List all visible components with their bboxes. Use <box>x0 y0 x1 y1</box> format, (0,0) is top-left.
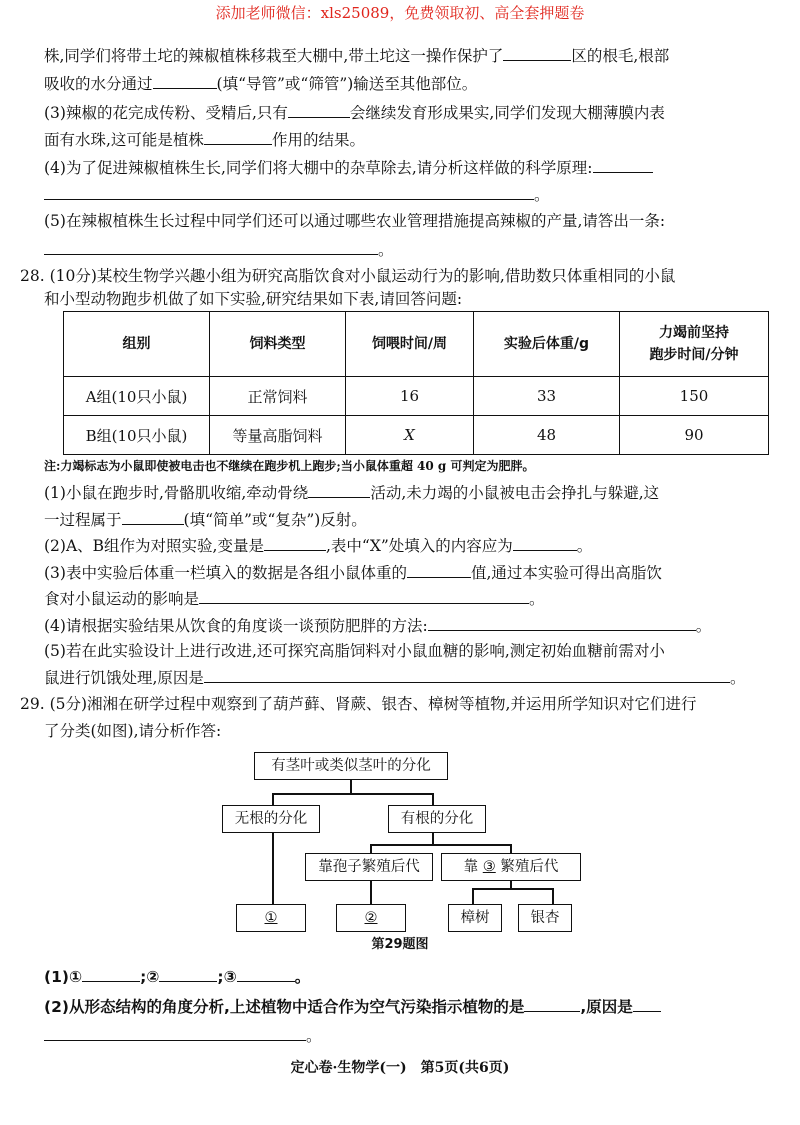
diagram-spore-box: 靠孢子繁殖后代 <box>305 853 433 881</box>
table-cell: 150 <box>620 377 769 416</box>
text: (填“简单”或“复杂”)反射。 <box>183 511 367 529</box>
table-cell: B组(10只小鼠) <box>64 416 210 455</box>
q27-line-8 <box>44 239 394 260</box>
diagram-leaf-1[interactable] <box>236 904 306 932</box>
answer-blank[interactable] <box>593 157 653 173</box>
answer-blank[interactable] <box>159 966 217 982</box>
answer-blank[interactable] <box>199 588 529 604</box>
header-part: 跑步时间/分钟 <box>649 347 739 363</box>
text: 鼠进行饥饿处理,原因是 <box>44 669 204 687</box>
text: 面有水珠,这可能是植株 <box>44 131 204 149</box>
q29-sub-1 <box>44 966 310 987</box>
blank-label: ② <box>364 910 378 926</box>
diagram-seed-box <box>441 853 581 881</box>
table-row <box>64 377 769 416</box>
text: ;② <box>140 968 160 986</box>
q28-sub-5-cont <box>44 667 745 688</box>
q28-sub-3-cont <box>44 588 545 609</box>
text: ;③ <box>217 968 237 986</box>
q28-sub-4 <box>44 615 711 636</box>
connector <box>370 879 372 905</box>
text: (5)在辣椒植株生长过程中同学们还可以通过哪些农业管理措施提高辣椒的产量,请答出一条: <box>44 212 666 230</box>
table-cell: 正常饲料 <box>210 377 346 416</box>
text: (10分)某校生物学兴趣小组为研究高脂饮食对小鼠运动行为的影响,借助数只体重相同的小鼠 <box>49 267 676 285</box>
connector <box>350 780 352 794</box>
figure-caption: 第29题图 <box>371 937 429 952</box>
connector <box>472 888 474 905</box>
answer-blank[interactable] <box>44 239 378 255</box>
connector <box>272 832 274 905</box>
text: (5)若在此实验设计上进行改进,还可探究高脂饲料对小鼠血糖的影响,测定初始血糖前需对小 <box>44 642 665 660</box>
diagram-root-box: 有茎叶或类似茎叶的分化 <box>254 752 448 780</box>
table-header: 组别 <box>64 312 210 377</box>
text: 。 <box>576 537 593 555</box>
text: 。 <box>729 669 746 687</box>
q27-line-5 <box>44 157 653 178</box>
text: 。 <box>534 186 550 204</box>
diagram-no-root-box: 无根的分化 <box>222 805 320 833</box>
table-header: 实验后体重/g <box>474 312 620 377</box>
q27-line-4 <box>44 129 365 150</box>
table-header <box>620 312 769 377</box>
text: (3)表中实验后体重一栏填入的数据是各组小鼠体重的 <box>44 564 407 582</box>
answer-blank[interactable] <box>633 996 661 1012</box>
answer-blank[interactable] <box>204 129 272 145</box>
text: ,原因是 <box>580 998 633 1016</box>
text: 靠 <box>463 859 479 875</box>
text: ,表中“X”处填入的内容应为 <box>325 537 513 555</box>
table-row <box>64 416 769 455</box>
answer-blank[interactable] <box>237 966 295 982</box>
question-number: 29. <box>20 695 45 713</box>
text: (2)A、B组作为对照实验,变量是 <box>44 537 264 555</box>
text: (填“导管”或“筛管”)输送至其他部位。 <box>216 75 478 93</box>
diagram-leaf-2[interactable] <box>336 904 406 932</box>
text: 。 <box>378 241 394 259</box>
table-header: 饲喂时间/周 <box>346 312 474 377</box>
text: 。 <box>695 617 712 635</box>
text: 作用的结果。 <box>271 131 365 149</box>
q29-line-2 <box>44 721 221 741</box>
table-cell: 等量高脂饲料 <box>210 416 346 455</box>
text: (1)① <box>44 968 83 986</box>
header-part: 力竭前坚持 <box>659 325 729 341</box>
text: (4)请根据实验结果从饮食的角度谈一谈预防肥胖的方法: <box>44 617 428 635</box>
connector <box>552 888 554 905</box>
text: 。 <box>306 1027 322 1045</box>
connector <box>472 888 552 890</box>
diagram-ginkgo-box: 银杏 <box>518 904 572 932</box>
answer-blank[interactable] <box>428 615 696 631</box>
table-cell: 33 <box>474 377 620 416</box>
answer-blank[interactable] <box>82 966 140 982</box>
q27-line-1 <box>44 45 669 66</box>
answer-blank[interactable] <box>44 1025 306 1041</box>
answer-blank[interactable] <box>204 667 730 683</box>
q29-sub-2 <box>44 996 661 1017</box>
table-cell: A组(10只小鼠) <box>64 377 210 416</box>
q28-line-2 <box>44 289 462 309</box>
blank-label: ① <box>264 910 278 926</box>
page-footer: 定心卷·生物学(一) 第5页(共6页) <box>290 1060 510 1076</box>
table-header-row <box>64 312 769 377</box>
text: 食对小鼠运动的影响是 <box>44 590 200 608</box>
q27-line-2 <box>44 73 477 94</box>
q27-line-3 <box>44 102 665 123</box>
q28-line-1 <box>20 266 675 286</box>
table-cell: X <box>346 416 474 455</box>
diagram-has-root-box: 有根的分化 <box>388 805 486 833</box>
text: 区的根毛,根部 <box>571 47 670 65</box>
table-header: 饲料类型 <box>210 312 346 377</box>
q28-sub-3 <box>44 562 662 583</box>
text: 株,同学们将带土坨的辣椒植株移栽至大棚中,带土坨这一操作保护了 <box>44 47 504 65</box>
answer-blank[interactable] <box>513 535 577 551</box>
table-cell: 16 <box>346 377 474 416</box>
q28-sub-1-cont <box>44 509 367 530</box>
text: 一过程属于 <box>44 511 122 529</box>
experiment-table <box>63 311 769 455</box>
q29-line-1 <box>20 694 696 714</box>
text: 。 <box>294 968 311 986</box>
diagram-camphor-box: 樟树 <box>448 904 502 932</box>
text: 繁殖后代 <box>500 859 559 875</box>
q28-sub-5 <box>44 641 665 661</box>
text: (5分)湘湘在研学过程中观察到了葫芦藓、肾蕨、银杏、樟树等植物,并运用所学知识对它们进行 <box>49 695 697 713</box>
text: 活动,未力竭的小鼠被电击会挣扎与躲避,这 <box>370 484 660 502</box>
q29-sub-2-cont <box>44 1025 322 1046</box>
table-note: 注:力竭标志为小鼠即使被电击也不继续在跑步机上跑步;当小鼠体重超 40 g 可判定为肥胖。 <box>44 459 535 473</box>
promo-banner: 添加老师微信：xls25089，免费领取初、高全套押题卷 <box>215 4 585 22</box>
answer-blank[interactable] <box>44 184 534 200</box>
answer-blank[interactable] <box>153 73 217 89</box>
text: (2)从形态结构的角度分析,上述植物中适合作为空气污染指示植物的是 <box>44 998 525 1016</box>
text: 会继续发育形成果实,同学们发现大棚薄膜内表 <box>349 104 665 122</box>
text: (3)辣椒的花完成传粉、受精后,只有 <box>44 104 288 122</box>
answer-blank[interactable] <box>308 482 370 498</box>
answer-blank[interactable] <box>524 996 580 1012</box>
text: 。 <box>529 590 545 608</box>
text: 和小型动物跑步机做了如下实验,研究结果如下表,请回答问题: <box>44 290 463 308</box>
text: 值,通过本实验可得出高脂饮 <box>470 564 662 582</box>
answer-blank[interactable] <box>407 562 471 578</box>
table-cell: 90 <box>620 416 769 455</box>
q27-line-6 <box>44 184 550 205</box>
connector <box>370 844 510 846</box>
blank-label[interactable]: ③ <box>482 859 496 875</box>
answer-blank[interactable] <box>503 45 571 61</box>
q28-sub-1 <box>44 482 659 503</box>
text: (1)小鼠在跑步时,骨骼肌收缩,牵动骨绕 <box>44 484 309 502</box>
answer-blank[interactable] <box>264 535 326 551</box>
text: (4)为了促进辣椒植株生长,同学们将大棚中的杂草除去,请分析这样做的科学原理: <box>44 159 593 177</box>
q27-line-7 <box>44 211 665 231</box>
q28-sub-2 <box>44 535 592 556</box>
table-cell: 48 <box>474 416 620 455</box>
connector <box>272 793 432 795</box>
text: 了分类(如图),请分析作答: <box>44 722 222 740</box>
text: 吸收的水分通过 <box>44 75 153 93</box>
question-number: 28. <box>20 267 45 285</box>
answer-blank[interactable] <box>288 102 350 118</box>
answer-blank[interactable] <box>122 509 184 525</box>
